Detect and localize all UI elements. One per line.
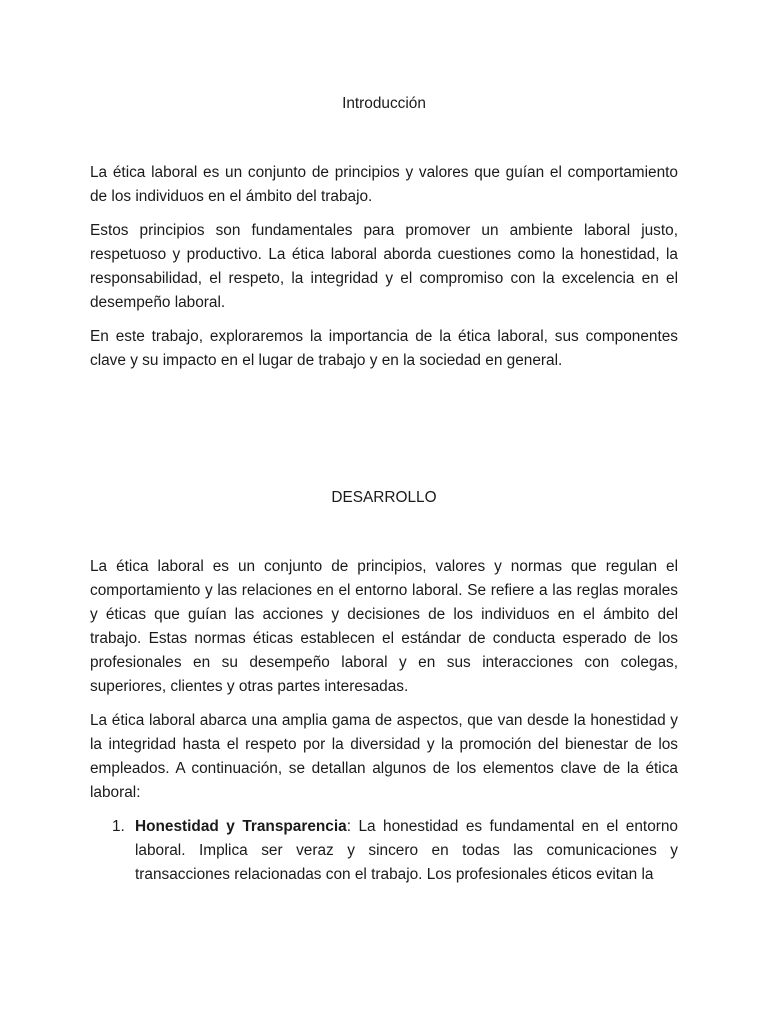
spacer (90, 383, 678, 486)
intro-heading: Introducción (342, 95, 426, 112)
key-elements-list (90, 815, 678, 887)
document-body (90, 92, 678, 887)
development-paragraph-2: La ética laboral abarca una amplia gama de aspectos, que van desde la honestidad y la integridad hasta el respeto por la diversidad y la promoción del bienestar de los empleados. A continuación, se detallan algunos de los elementos clave de la ética laboral: (90, 712, 678, 801)
spacer (90, 510, 678, 555)
development-paragraph-1: La ética laboral es un conjunto de principios, valores y normas que regulan el comportamiento y las relaciones en el entorno laboral. Se refiere a las reglas morales y éticas que guían las acciones y decisiones de los individuos en el ámbito del trabajo. Estas normas éticas establecen el estándar de conducta esperado de los profesionales en su desempeño laboral y en sus interacciones con colegas, superiores, clientes y otras partes interesadas. (90, 558, 678, 695)
spacer (90, 116, 678, 161)
intro-paragraph-1: La ética laboral es un conjunto de principios y valores que guían el comportamiento de los individuos en el ámbito del trabajo. (90, 164, 678, 205)
intro-paragraph-2: Estos principios son fundamentales para promover un ambiente laboral justo, respetuoso y productivo. La ética laboral aborda cuestiones como la honestidad, la responsabilidad, el respeto, la integridad y el compromiso con la excelencia en el desempeño laboral. (90, 222, 678, 311)
development-heading: DESARROLLO (331, 489, 437, 506)
list-item-term: Honestidad y Transparencia (135, 818, 347, 835)
list-item-number: 1. (112, 818, 125, 835)
intro-paragraph-3: En este trabajo, exploraremos la importancia de la ética laboral, sus componentes clave y su impacto en el lugar de trabajo y en la sociedad en general. (90, 328, 678, 369)
list-item-text: : La honestidad es fundamental en el entorno laboral. Implica ser veraz y sincero en todas las comunicaciones y transacciones relacionadas con el trabajo. Los profesionales éticos evitan la (135, 818, 678, 883)
list-item (112, 815, 678, 887)
